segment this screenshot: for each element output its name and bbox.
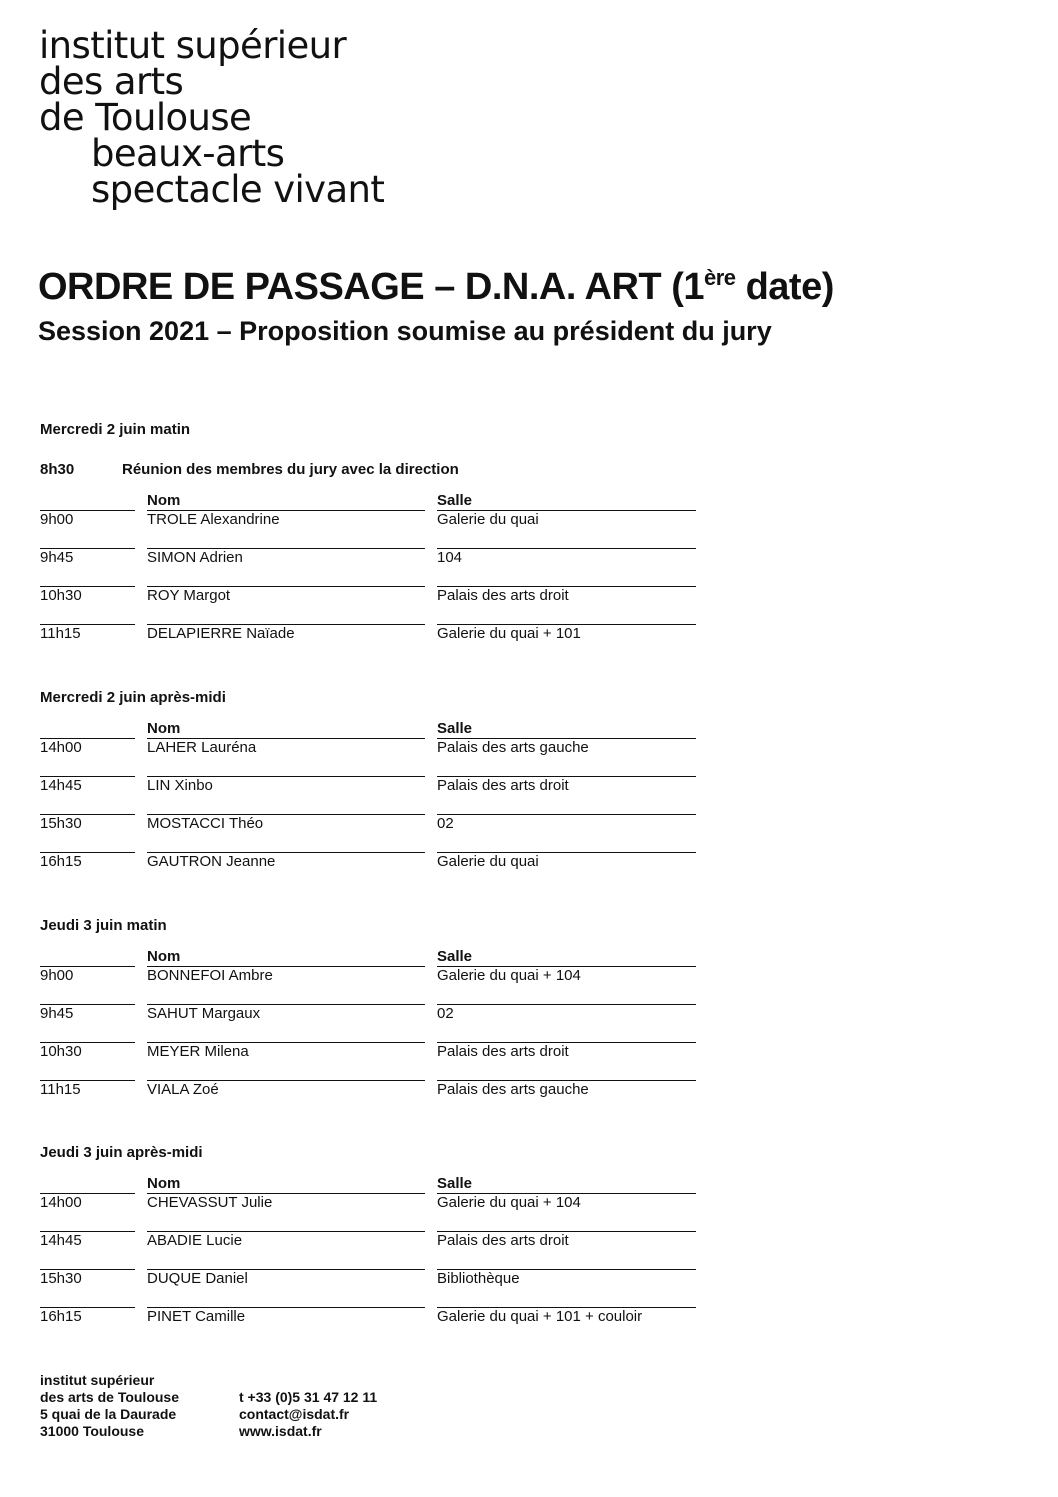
table-row xyxy=(40,587,696,625)
name-cell: MOSTACCI Théo xyxy=(147,815,264,832)
phone-number: t +33 (0)5 31 47 12 11 xyxy=(239,1389,378,1405)
schedule-section xyxy=(40,1143,700,1345)
name-cell: TROLE Alexandrine xyxy=(147,511,280,528)
room-cell: Palais des arts droit xyxy=(437,777,569,794)
logo-line: beaux-arts xyxy=(91,132,285,175)
name-cell: LAHER Lauréna xyxy=(147,739,257,756)
time-cell: 14h45 xyxy=(40,1232,82,1249)
room-cell: Galerie du quai xyxy=(437,853,539,870)
table-row xyxy=(40,549,696,587)
table-row xyxy=(40,1005,696,1043)
table-row xyxy=(40,1308,696,1345)
logo-line: institut supérieur xyxy=(39,24,347,67)
room-cell: Bibliothèque xyxy=(437,1270,520,1287)
footer-contact xyxy=(239,1372,377,1440)
schedule-table xyxy=(40,948,696,1118)
name-cell: DUQUE Daniel xyxy=(147,1270,248,1287)
room-cell: Galerie du quai + 104 xyxy=(437,967,581,984)
room-cell: Palais des arts gauche xyxy=(437,739,589,756)
title-text: ORDRE DE PASSAGE – D.N.A. ART (1 xyxy=(38,266,704,308)
page-footer xyxy=(40,1372,377,1440)
table-row xyxy=(40,739,696,777)
title-superscript: ère xyxy=(703,265,736,290)
room-cell: Palais des arts gauche xyxy=(437,1081,589,1098)
room-cell: Palais des arts droit xyxy=(437,587,569,604)
section-heading: Jeudi 3 juin matin xyxy=(40,917,167,934)
address-line: 31000 Toulouse xyxy=(40,1423,145,1439)
address-line: institut supérieur xyxy=(40,1372,155,1388)
table-header xyxy=(40,1175,696,1194)
title-text-end: date) xyxy=(735,266,834,308)
time-cell: 15h30 xyxy=(40,1270,82,1287)
table-row xyxy=(40,815,696,853)
room-cell: 02 xyxy=(437,1005,454,1022)
time-cell: 16h15 xyxy=(40,1308,82,1325)
column-header-salle: Salle xyxy=(437,948,473,965)
address-line: des arts de Toulouse xyxy=(40,1389,179,1405)
schedule-section xyxy=(40,688,700,890)
table-row xyxy=(40,967,696,1005)
institution-logo xyxy=(39,24,385,211)
pre-text: Réunion des membres du jury avec la direction xyxy=(122,461,459,478)
room-cell: Palais des arts droit xyxy=(437,1043,569,1060)
section-heading: Mercredi 2 juin matin xyxy=(40,421,191,438)
table-row xyxy=(40,1081,696,1118)
schedule-table xyxy=(40,720,696,890)
time-cell: 11h15 xyxy=(40,625,81,642)
name-cell: SAHUT Margaux xyxy=(147,1005,261,1022)
page-title xyxy=(38,266,834,309)
time-cell: 10h30 xyxy=(40,1043,82,1060)
room-cell: Galerie du quai + 101 xyxy=(437,625,581,642)
pre-time: 8h30 xyxy=(40,461,75,478)
page-subtitle: Session 2021 – Proposition soumise au président du jury xyxy=(38,316,772,346)
room-cell: Palais des arts droit xyxy=(437,1232,569,1249)
time-cell: 15h30 xyxy=(40,815,82,832)
table-header xyxy=(40,492,696,511)
name-cell: CHEVASSUT Julie xyxy=(147,1194,273,1211)
table-row xyxy=(40,625,696,662)
table-row xyxy=(40,853,696,890)
schedule-table xyxy=(40,1175,696,1345)
schedule-section xyxy=(40,420,700,662)
logo-line: de Toulouse xyxy=(39,96,252,139)
name-cell: VIALA Zoé xyxy=(147,1081,219,1098)
table-row xyxy=(40,1270,696,1308)
schedule-table xyxy=(40,492,696,662)
time-cell: 11h15 xyxy=(40,1081,81,1098)
name-cell: DELAPIERRE Naïade xyxy=(147,625,295,642)
time-cell: 10h30 xyxy=(40,587,82,604)
table-row xyxy=(40,1043,696,1081)
column-header-salle: Salle xyxy=(437,492,473,509)
name-cell: MEYER Milena xyxy=(147,1043,249,1060)
room-cell: Galerie du quai + 104 xyxy=(437,1194,581,1211)
time-cell: 14h45 xyxy=(40,777,82,794)
time-cell: 14h00 xyxy=(40,1194,82,1211)
column-header-nom: Nom xyxy=(147,948,181,965)
time-cell: 14h00 xyxy=(40,739,82,756)
section-heading: Mercredi 2 juin après-midi xyxy=(40,689,226,706)
table-header xyxy=(40,720,696,739)
room-cell: 104 xyxy=(437,549,463,566)
table-header xyxy=(40,948,696,967)
time-cell: 9h00 xyxy=(40,511,74,528)
table-row xyxy=(40,1232,696,1270)
section-heading: Jeudi 3 juin après-midi xyxy=(40,1144,203,1161)
name-cell: BONNEFOI Ambre xyxy=(147,967,273,984)
email-link[interactable]: contact@isdat.fr xyxy=(239,1406,350,1422)
time-cell: 9h00 xyxy=(40,967,74,984)
room-cell: Galerie du quai xyxy=(437,511,539,528)
column-header-salle: Salle xyxy=(437,1175,473,1192)
time-cell: 16h15 xyxy=(40,853,82,870)
table-row xyxy=(40,777,696,815)
table-row xyxy=(40,511,696,549)
time-cell: 9h45 xyxy=(40,549,74,566)
schedule-section xyxy=(40,916,700,1118)
column-header-nom: Nom xyxy=(147,720,181,737)
name-cell: GAUTRON Jeanne xyxy=(147,853,276,870)
footer-address xyxy=(40,1372,239,1440)
name-cell: LIN Xinbo xyxy=(147,777,213,794)
table-row xyxy=(40,1194,696,1232)
name-cell: SIMON Adrien xyxy=(147,549,243,566)
room-cell: 02 xyxy=(437,815,454,832)
pre-schedule-row xyxy=(40,460,700,480)
name-cell: PINET Camille xyxy=(147,1308,246,1325)
column-header-nom: Nom xyxy=(147,1175,181,1192)
website-link[interactable]: www.isdat.fr xyxy=(239,1423,322,1439)
name-cell: ROY Margot xyxy=(147,587,231,604)
column-header-nom: Nom xyxy=(147,492,181,509)
time-cell: 9h45 xyxy=(40,1005,74,1022)
name-cell: ABADIE Lucie xyxy=(147,1232,243,1249)
room-cell: Galerie du quai + 101 + couloir xyxy=(437,1308,643,1325)
column-header-salle: Salle xyxy=(437,720,473,737)
logo-line: des arts xyxy=(39,60,184,103)
address-line: 5 quai de la Daurade xyxy=(40,1406,177,1422)
logo-line: spectacle vivant xyxy=(91,168,385,211)
